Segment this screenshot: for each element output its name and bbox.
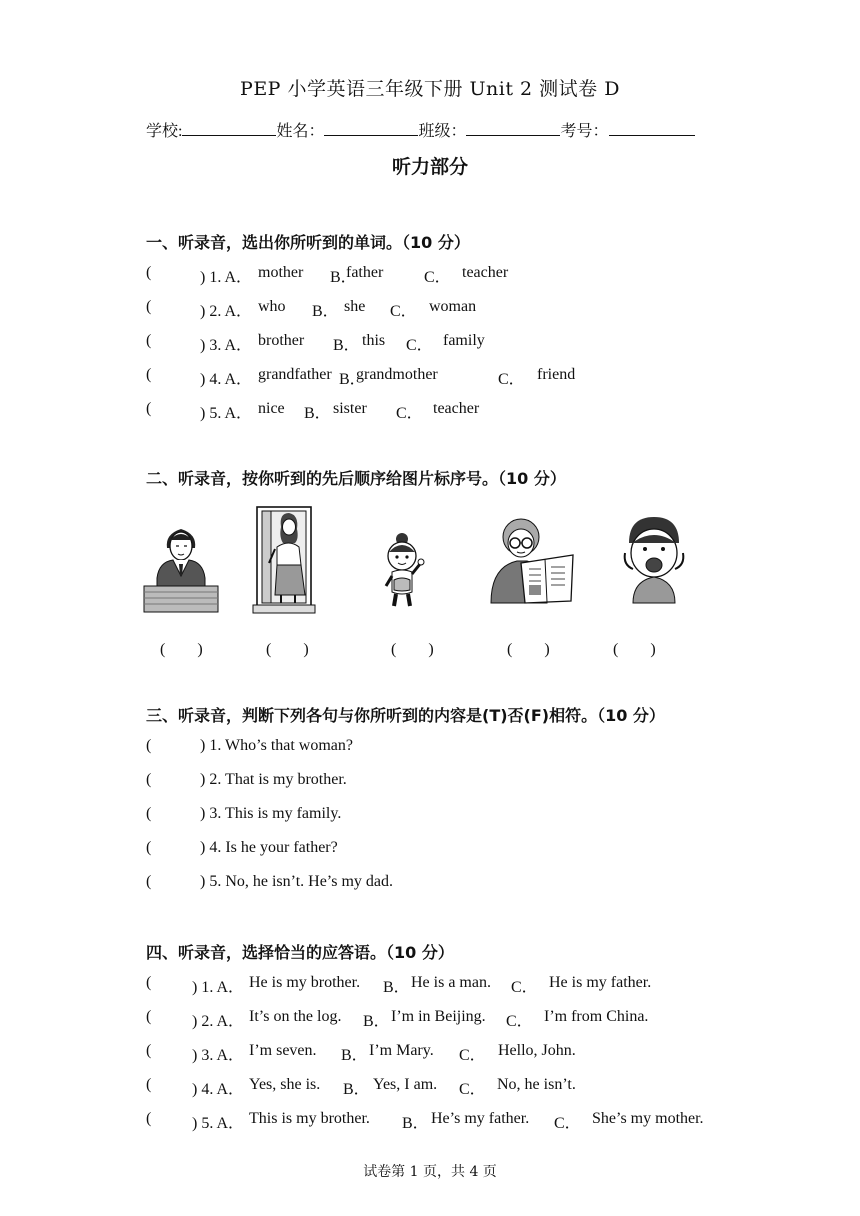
option-c-label: C． [498,371,525,388]
option-c: She’s my mother. [592,1110,704,1127]
option-c: woman [429,298,477,315]
option-a: It’s on the log. [249,1008,342,1025]
option-b: He is a man. [411,974,491,991]
answer-paren[interactable]: ( [146,1076,152,1093]
option-c: teacher [462,264,509,281]
option-c: family [443,332,485,349]
option-a: who [258,298,286,315]
option-b-label: B． [341,1047,368,1064]
question-number: ) 2. A． [192,1013,245,1030]
class-label: 班级： [418,123,467,140]
option-b-label: B． [333,337,360,354]
question-number: ) 1. A． [192,979,245,996]
option-c-label: C． [406,337,433,354]
school-label: 学校: [146,123,183,140]
question-number: ) 3. A． [192,1047,245,1064]
answer-paren[interactable]: ( [146,1008,152,1025]
option-b-label: B． [330,269,357,286]
question-number: ) 4. Is he your father? [200,839,338,856]
question-number: ) 3. This is my family. [200,805,342,822]
option-c-label: C． [390,303,417,320]
picture-order-paren[interactable]: ( ) [391,641,434,658]
option-c-label: C． [459,1047,486,1064]
option-b-label: B． [343,1081,370,1098]
option-a: I’m seven. [249,1042,317,1059]
option-b: grandmother [356,366,438,383]
exam-number-blank [609,121,695,136]
option-c: I’m from China. [544,1008,649,1025]
answer-paren[interactable]: ( [146,839,152,856]
class-blank [466,121,560,136]
option-a: nice [258,400,285,417]
picture-order-paren[interactable]: ( ) [266,641,309,658]
question-number: ) 2. A． [200,303,253,320]
question-number: ) 5. A． [192,1115,245,1132]
option-b-label: B． [402,1115,429,1132]
answer-paren[interactable]: ( [146,1042,152,1059]
answer-paren[interactable]: ( [146,264,152,281]
option-c-label: C． [424,269,451,286]
answer-paren[interactable]: ( [146,332,152,349]
option-b: I’m in Beijing. [391,1008,486,1025]
picture-order-paren[interactable]: ( ) [507,641,550,658]
boy-shouting-picture [621,513,687,605]
question-number: ) 5. No, he isn’t. He’s my dad. [200,873,394,890]
option-b: I’m Mary. [369,1042,434,1059]
option-b: father [346,264,384,281]
question-number: ) 2. That is my brother. [200,771,347,788]
option-c-label: C． [511,979,538,996]
option-c-label: C． [554,1115,581,1132]
section2-heading: 二、听录音，按你听到的先后顺序给图片标序号。（10 分） [146,469,566,488]
option-b-label: B． [304,405,331,422]
option-a: Yes, she is. [249,1076,321,1093]
option-b: He’s my father. [431,1110,530,1127]
question-number: ) 5. A． [200,405,253,422]
man-in-suit-picture [143,514,219,614]
answer-paren[interactable]: ( [146,873,152,890]
option-c-label: C． [459,1081,486,1098]
answer-paren[interactable]: ( [146,298,152,315]
exam-number-label: 考号： [560,123,609,140]
answer-paren[interactable]: ( [146,771,152,788]
option-a: This is my brother. [249,1110,370,1127]
option-b: Yes, I am. [373,1076,438,1093]
answer-paren[interactable]: ( [146,974,152,991]
school-blank [182,121,276,136]
page-footer: 试卷第 1 页，共 4 页 [363,1164,497,1180]
part-title: 听力部分 [391,156,468,178]
answer-paren[interactable]: ( [146,366,152,383]
section3-heading: 三、听录音，判断下列各句与你所听到的内容是(T)否(F)相符。（10 分） [146,706,665,725]
option-b: sister [333,400,367,417]
question-number: ) 1. Who’s that woman? [200,737,354,754]
grandmother-reading-picture [487,515,577,605]
option-b: this [362,332,386,349]
option-a: grandfather [258,366,332,383]
option-b-label: B． [363,1013,390,1030]
option-c-label: C． [396,405,423,422]
option-b-label: B． [339,371,366,388]
page-title: PEP 小学英语三年级下册 Unit 2 测试卷 D [240,78,620,100]
option-b-label: B． [312,303,339,320]
option-b: she [344,298,366,315]
picture-order-paren[interactable]: ( ) [613,641,656,658]
option-c: No, he isn’t. [497,1076,576,1093]
option-a: brother [258,332,305,349]
question-number: ) 1. A． [200,269,253,286]
option-b-label: B． [383,979,410,996]
name-blank [324,121,418,136]
question-number: ) 4. A． [200,371,253,388]
baby-girl-picture [378,530,430,610]
question-number: ) 4. A． [192,1081,245,1098]
section1-heading: 一、听录音，选出你所听到的单词。（10 分） [146,233,470,252]
option-c-label: C． [506,1013,533,1030]
woman-at-door-picture [251,505,317,615]
picture-order-paren[interactable]: ( ) [160,641,203,658]
student-info-line [146,118,695,141]
option-c: teacher [433,400,480,417]
option-c: friend [537,366,576,383]
answer-paren[interactable]: ( [146,400,152,417]
question-number: ) 3. A． [200,337,253,354]
option-a: He is my brother. [249,974,361,991]
answer-paren[interactable]: ( [146,737,152,754]
option-c: Hello, John. [498,1042,576,1059]
option-c: He is my father. [549,974,652,991]
name-label: 姓名： [276,123,325,140]
section4-heading: 四、听录音，选择恰当的应答语。（10 分） [146,943,454,962]
answer-paren[interactable]: ( [146,805,152,822]
option-a: mother [258,264,304,281]
answer-paren[interactable]: ( [146,1110,152,1127]
